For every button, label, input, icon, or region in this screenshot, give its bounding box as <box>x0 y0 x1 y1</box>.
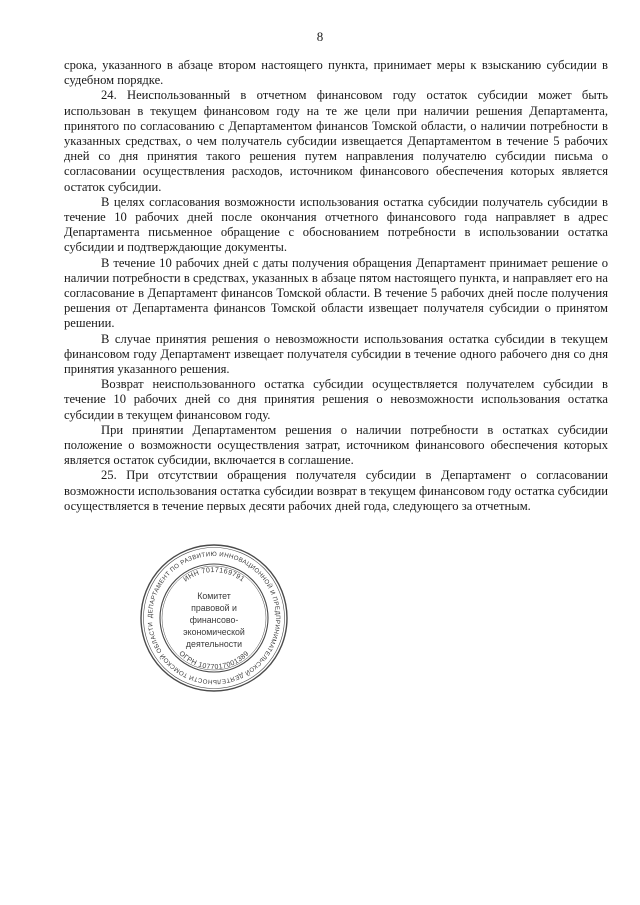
stamp-inn: ИНН 7017169791 <box>182 566 246 584</box>
paragraph: В случае принятия решения о невозможности использования остатка субсидии в текущем финансовом году Департамент извещает получателя субсидии в течение одного рабочего дня со дня принятия указанного решения. <box>64 331 608 377</box>
paragraph: Возврат неиспользованного остатка субсидии осуществляется получателем субсидии в течение 10 рабочих дней со дня принятия решения о невозможности использования остатка субсидии в текущем финансовом году. <box>64 377 608 422</box>
stamp-center-line: правовой и <box>191 603 237 613</box>
paragraph: При принятии Департаментом решения о наличии потребности в остатках субсидии положение о возможности осуществления затрат, источником финансового обеспечения которых является остаток субсидии, включается в соглашение. <box>64 422 608 468</box>
paragraph-continuation: срока, указанного в абзаце втором настоящего пункта, принимает меры к взысканию субсидии в судебном порядке. <box>64 58 608 88</box>
document-body <box>64 58 608 514</box>
official-stamp <box>138 541 290 695</box>
page-number: 8 <box>316 29 324 44</box>
paragraph: В течение 10 рабочих дней с даты получения обращения Департамент принимает решение о наличии потребности в средствах, указанных в абзаце пятом настоящего пункта, и направляет его на согласование в Департамент финансов Томской области. В течение 5 рабочих дней после получения решения от Департамента финансов Томской области извещает получателя субсидии о принятом решении. <box>64 255 608 331</box>
paragraph-item-25: 25. При отсутствии обращения получателя субсидии в Департамент о согласовании возможности использования остатка субсидии возврат в текущем финансовом году остатка субсидии осуществляется в течение первых десяти рабочих дней года, следующего за отчетным. <box>64 468 608 513</box>
stamp-ogrn: ОГРН 1077017001389 <box>177 650 251 672</box>
stamp-seal-graphic <box>138 541 290 695</box>
stamp-center-line: экономической <box>183 627 245 637</box>
stamp-center-line: Комитет <box>197 591 231 601</box>
stamp-center-line: финансово- <box>189 615 239 625</box>
stamp-outer-ring-text: ДЕПАРТАМЕНТ ПО РАЗВИТИЮ ИННОВАЦИОННОЙ И ПРЕДПРИНИМАТЕЛЬСКОЙ ДЕЯТЕЛЬНОСТИ ТОМСКОЙ ОБЛАСТИ <box>146 550 282 686</box>
stamp-center-line: деятельности <box>185 639 243 649</box>
paragraph-item-24: 24. Неиспользованный в отчетном финансовом году остаток субсидии может быть использован в текущем финансовом году на те же цели при наличии решения Департамента, принятого по согласованию с Департаментом финансов Томской области, о наличии потребности в указанных средствах, о чем получатель субсидии извещается Департаментом в течение 5 рабочих дней со дня принятия такого решения путем направления получателю субсидии письма о согласовании осуществления расходов, источником финансового обеспечения которых является остаток субсидии. <box>64 88 608 194</box>
paragraph: В целях согласования возможности использования остатка субсидии получатель субсидии в течение 10 рабочих дней после окончания отчетного финансового года направляет в адрес Департамента письменное обращение с обоснованием потребности в использовании остатка субсидии и подтверждающие документы. <box>64 194 608 255</box>
